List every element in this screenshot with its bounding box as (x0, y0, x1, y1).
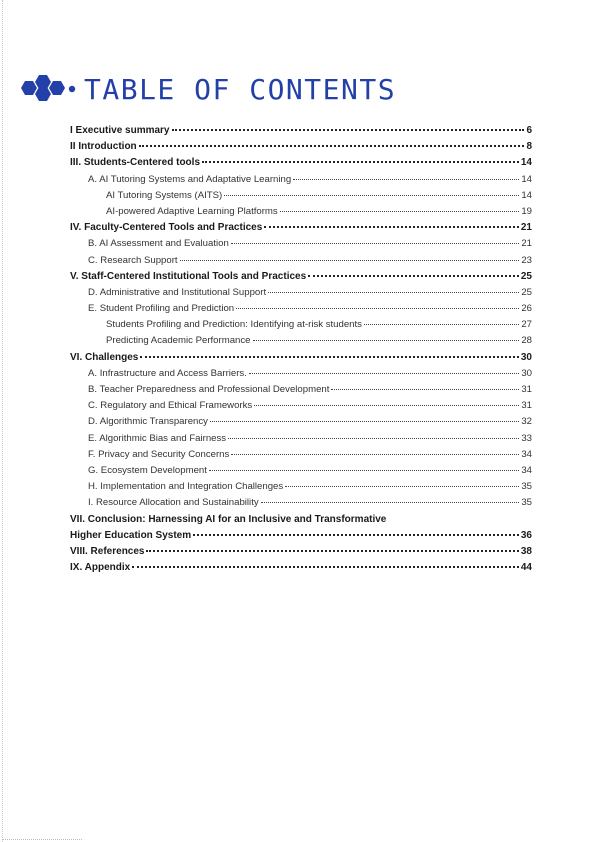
toc-dot-leader (285, 486, 519, 487)
toc-entry-title: C. Research Support (88, 254, 178, 266)
toc-entry-title: Higher Education System (70, 529, 192, 541)
toc-entry-title: Students Profiling and Prediction: Identifying at-risk students (106, 319, 362, 331)
toc-entry[interactable] (70, 269, 532, 285)
toc-entry-page-number: 36 (520, 529, 532, 541)
toc-entry-page-number: 21 (520, 222, 532, 234)
toc-entry-title: B. AI Assessment and Evaluation (88, 238, 229, 250)
toc-dot-leader (139, 145, 525, 147)
toc-entry-title: I Executive summary (70, 125, 170, 136)
toc-entry-page-number: 34 (521, 448, 532, 460)
toc-entry[interactable] (70, 414, 532, 430)
toc-dot-leader (264, 226, 519, 228)
toc-entry[interactable] (70, 560, 532, 576)
toc-entry-page-number: 19 (521, 205, 532, 217)
toc-entry-title: III. Students-Centered tools (70, 157, 201, 169)
toc-entry-page-number: 31 (521, 384, 532, 395)
toc-entry-page-number: 33 (521, 432, 532, 444)
toc-entry-title: A. Infrastructure and Access Barriers. (88, 367, 247, 379)
toc-entry[interactable] (70, 512, 532, 528)
toc-entry[interactable] (70, 317, 532, 333)
toc-entry-title: H. Implementation and Integration Challenges (88, 481, 284, 493)
toc-entry[interactable] (70, 333, 532, 349)
toc-dot-leader (180, 260, 520, 261)
toc-dot-leader (209, 470, 519, 471)
toc-dot-leader (261, 502, 520, 503)
toc-entry[interactable] (70, 382, 532, 398)
toc-entry-title: AI-powered Adaptive Learning Platforms (106, 205, 278, 217)
page-title: TABLE OF CONTENTS (84, 73, 397, 106)
toc-dot-leader (308, 275, 519, 277)
toc-dot-leader (231, 243, 520, 244)
toc-entry[interactable] (70, 528, 532, 544)
hexagon-cluster-icon (16, 73, 78, 107)
toc-entry-page-number: 8 (526, 141, 532, 153)
toc-entry-page-number: 21 (521, 238, 532, 250)
toc-entry[interactable] (70, 123, 532, 139)
toc-dot-leader (293, 179, 519, 180)
toc-entry[interactable] (70, 479, 532, 495)
toc-dot-leader (202, 161, 519, 163)
toc-entry-page-number: 38 (520, 545, 532, 557)
toc-dot-leader (249, 373, 519, 374)
toc-entry-title: F. Privacy and Security Concerns (88, 448, 230, 460)
toc-entry-page-number: 6 (526, 125, 532, 136)
page-edge-guide (2, 0, 3, 842)
toc-entry[interactable] (70, 350, 532, 366)
toc-entry-title: Predicting Academic Performance (106, 335, 251, 347)
toc-entry[interactable] (70, 301, 532, 317)
toc-entry-page-number: 14 (521, 173, 532, 185)
toc-entry[interactable] (70, 463, 532, 479)
toc-entry-page-number: 35 (521, 497, 532, 509)
toc-entry-title: VIII. References (70, 545, 145, 557)
toc-entry-title: II Introduction (70, 141, 137, 153)
toc-entry-page-number: 44 (520, 562, 532, 574)
toc-entry-page-number: 31 (521, 400, 532, 412)
toc-entry-title: D. Algorithmic Transparency (88, 416, 208, 428)
toc-entry[interactable] (70, 172, 532, 188)
toc-entry-title: E. Algorithmic Bias and Fairness (88, 432, 227, 444)
toc-entry[interactable] (70, 188, 532, 204)
toc-entry-title: AI Tutoring Systems (AITS) (106, 189, 223, 201)
toc-entry[interactable] (70, 544, 532, 560)
toc-entry[interactable] (70, 155, 532, 171)
toc-entry-title: A. AI Tutoring Systems and Adaptative Learning (88, 173, 292, 185)
toc-entry-title: D. Administrative and Institutional Support (88, 286, 267, 298)
toc-entry[interactable] (70, 495, 532, 511)
toc-dot-leader (236, 308, 519, 309)
toc-entry-page-number: 30 (520, 351, 532, 363)
toc-entry[interactable] (70, 204, 532, 220)
page-footer-guide (2, 839, 82, 840)
toc-dot-leader (268, 292, 519, 293)
toc-entry-page-number: 35 (521, 481, 532, 493)
toc-entry[interactable] (70, 253, 532, 269)
toc-entry[interactable] (70, 447, 532, 463)
toc-entry-page-number: 28 (521, 335, 532, 347)
toc-entry-title: C. Regulatory and Ethical Frameworks (88, 400, 253, 412)
toc-entry-page-number: 30 (521, 367, 532, 379)
toc-dot-leader (364, 324, 519, 325)
toc-dot-leader (331, 389, 519, 390)
toc-dot-leader (193, 534, 519, 536)
toc-entry[interactable] (70, 285, 532, 301)
toc-entry[interactable] (70, 236, 532, 252)
toc-entry-title: G. Ecosystem Development (88, 464, 207, 476)
toc-dot-leader (172, 129, 525, 131)
toc-entry[interactable] (70, 220, 532, 236)
toc-dot-leader (210, 421, 519, 422)
toc-dot-leader (231, 454, 519, 455)
toc-entry-page-number: 25 (521, 286, 532, 298)
toc-dot-leader (254, 405, 519, 406)
toc-dot-leader (146, 550, 518, 552)
toc-dot-leader (224, 195, 519, 196)
toc-entry-title: V. Staff-Centered Institutional Tools and Practices (70, 270, 307, 282)
toc-dot-leader (228, 438, 519, 439)
toc-dot-leader (280, 211, 520, 212)
toc-entry-page-number: 26 (521, 303, 532, 315)
toc-entry-page-number: 32 (521, 416, 532, 428)
toc-entry-page-number: 34 (521, 464, 532, 476)
toc-entry-page-number: 14 (521, 189, 532, 201)
toc-dot-leader (253, 340, 520, 341)
toc-entry-title: IV. Faculty-Centered Tools and Practices (70, 222, 263, 234)
toc-header (16, 72, 396, 108)
toc-entry-page-number: 14 (520, 157, 532, 169)
table-of-contents (70, 123, 532, 576)
toc-entry-page-number: 25 (520, 270, 532, 282)
toc-entry-title: VI. Challenges (70, 351, 139, 363)
toc-entry-title: I. Resource Allocation and Sustainability (88, 497, 259, 509)
toc-entry[interactable] (70, 139, 532, 155)
toc-entry-title: VII. Conclusion: Harnessing AI for an Inclusive and Transformative (70, 513, 387, 525)
toc-entry[interactable] (70, 431, 532, 447)
toc-entry-title: IX. Appendix (70, 562, 131, 574)
toc-entry[interactable] (70, 366, 532, 382)
toc-dot-leader (132, 566, 519, 568)
toc-entry-page-number: 27 (521, 319, 532, 331)
toc-entry-title: B. Teacher Preparedness and Professional Development (88, 384, 330, 395)
toc-entry-page-number: 23 (521, 254, 532, 266)
toc-entry[interactable] (70, 398, 532, 414)
toc-entry-title: E. Student Profiling and Prediction (88, 303, 235, 315)
toc-dot-leader (140, 356, 519, 358)
